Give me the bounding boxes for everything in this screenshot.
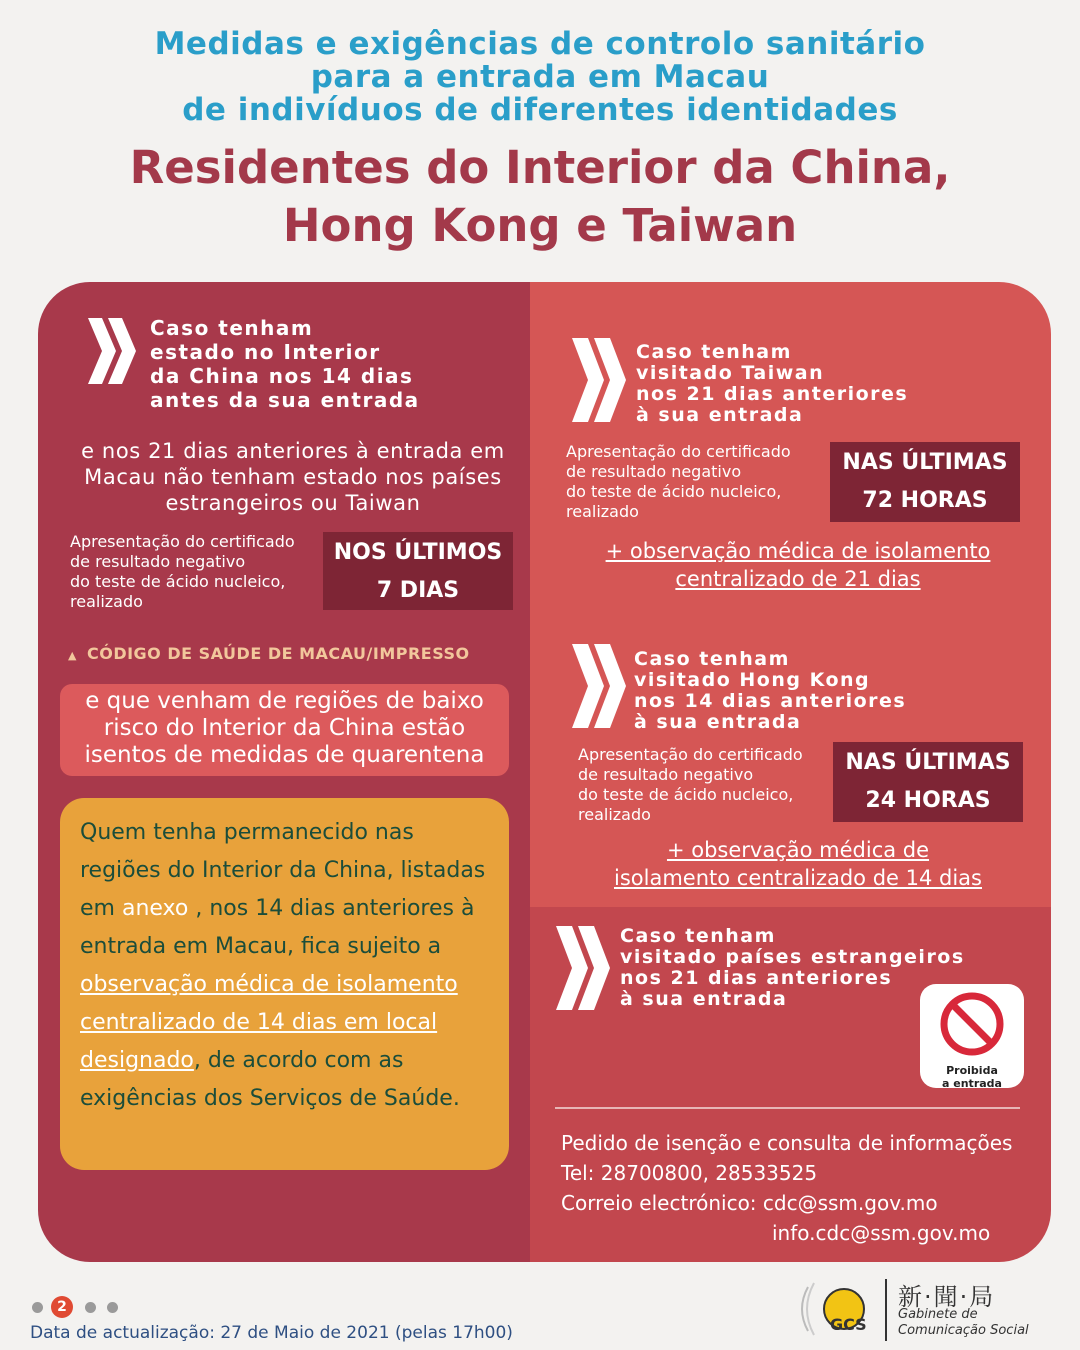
heading-line: visitado Taiwan — [636, 362, 825, 384]
obs-line: isolamento centralizado de 14 dias — [614, 866, 982, 890]
cert-line: do teste de ácido nucleico, — [578, 785, 794, 804]
mainland-heading — [150, 316, 420, 412]
chevron-icon — [570, 644, 628, 728]
exemption-box: e que venham de regiões de baixo risco do Interior da China estão isentos de medidas de quarentena — [60, 684, 509, 776]
label-line: a entrada — [942, 1077, 1002, 1090]
observation-link[interactable]: observação médica de isolamento centralizado de 14 dias em local designado — [80, 972, 458, 1073]
update-date: Data de actualização: 27 de Maio de 2021 (pelas 17h00) — [30, 1323, 513, 1343]
gcs-logo — [790, 1273, 1070, 1345]
logo-mark-text: GCS — [830, 1315, 867, 1334]
contact-title: Pedido de isenção e consulta de informações — [561, 1131, 1013, 1155]
notice-text: , de acordo com as exigências dos Serviços de Saúde. — [80, 1048, 460, 1111]
health-code-text: CÓDIGO DE SAÚDE DE MACAU/IMPRESSO — [86, 644, 470, 663]
contact-email[interactable]: Correio electrónico: cdc@ssm.gov.mo — [561, 1191, 938, 1215]
hongkong-heading — [634, 649, 906, 733]
hongkong-cert-text — [578, 745, 803, 825]
subtitle-line-2: para a entrada em Macau — [310, 59, 770, 95]
logo-line: Gabinete de — [898, 1307, 978, 1322]
triangle-icon: ▲ — [68, 649, 77, 662]
cert-line: de resultado negativo — [566, 462, 742, 481]
taiwan-time-badge — [830, 442, 1020, 522]
mainland-time-badge — [323, 532, 513, 610]
heading-line: Caso tenham — [620, 925, 776, 947]
current-page-dot[interactable]: 2 — [51, 1296, 73, 1318]
divider — [555, 1107, 1020, 1109]
title-line-1: Residentes do Interior da China, — [129, 141, 951, 194]
cert-line: realizado — [578, 805, 651, 824]
heading-line: antes da sua entrada — [150, 388, 420, 412]
heading-line: à sua entrada — [620, 988, 788, 1010]
taiwan-observation — [558, 537, 1038, 593]
contact-phone[interactable]: Tel: 28700800, 28533525 — [561, 1161, 818, 1185]
badge-line: NAS ÚLTIMAS — [842, 450, 1008, 475]
badge-line: 24 HORAS — [865, 788, 991, 813]
heading-line: visitado Hong Kong — [634, 669, 871, 691]
badge-line: NAS ÚLTIMAS — [845, 750, 1011, 775]
page-dot[interactable] — [85, 1302, 96, 1313]
heading-line: visitado países estrangeiros — [620, 946, 965, 968]
cert-line: realizado — [566, 502, 639, 521]
quarantine-notice — [60, 798, 509, 1170]
label-line: Proibida — [946, 1064, 998, 1077]
cert-line: de resultado negativo — [578, 765, 754, 784]
contact-email-2[interactable]: info.cdc@ssm.gov.mo — [772, 1221, 991, 1245]
cert-line: Apresentação do certificado — [578, 745, 803, 764]
chevron-icon — [86, 318, 138, 384]
heading-line: à sua entrada — [634, 711, 802, 733]
heading-line: da China nos 14 dias — [150, 364, 414, 388]
chevron-icon — [570, 338, 628, 422]
cert-line: Apresentação do certificado — [70, 532, 295, 551]
chevron-icon — [554, 926, 612, 1010]
obs-line: centralizado de 21 dias — [675, 567, 921, 591]
gcs-logo-icon — [790, 1273, 890, 1345]
header — [0, 28, 1080, 255]
notice-text: Quem tenha permanecido nas regiões do Interior da China, listadas em — [80, 820, 486, 921]
obs-line: + observação médica de — [666, 838, 930, 862]
hongkong-observation — [558, 836, 1038, 892]
subtitle-line-3: de indivíduos de diferentes identidades — [182, 92, 898, 128]
cert-line: realizado — [70, 592, 143, 611]
prohibited-label — [920, 1064, 1024, 1090]
page-dot[interactable] — [32, 1302, 43, 1313]
heading-line: estado no Interior — [150, 340, 381, 364]
cert-line: Apresentação do certificado — [566, 442, 791, 461]
logo-line: Comunicação Social — [898, 1323, 1029, 1338]
heading-line: Caso tenham — [150, 316, 314, 340]
page-title — [0, 139, 1080, 255]
foreign-heading — [620, 926, 965, 1010]
heading-line: nos 14 dias anteriores — [634, 690, 907, 712]
logo-portuguese — [898, 1307, 1029, 1339]
taiwan-heading — [636, 342, 908, 426]
taiwan-cert-text — [566, 442, 791, 522]
entry-prohibited-badge — [920, 984, 1024, 1088]
badge-line: NOS ÚLTIMOS — [333, 540, 503, 565]
mainland-paragraph: e nos 21 dias anteriores à entrada em Macau não tenham estado nos países estrangeiros ou Taiwan — [81, 439, 505, 515]
logo-chinese: 新·聞·局 — [898, 1283, 996, 1311]
badge-line: 7 DIAS — [376, 578, 460, 603]
cert-line: do teste de ácido nucleico, — [70, 572, 286, 591]
prohibited-icon — [938, 990, 1006, 1058]
annex-link[interactable]: anexo — [121, 896, 189, 921]
obs-line: + observação médica de isolamento — [605, 539, 991, 563]
page-dot[interactable] — [107, 1302, 118, 1313]
heading-line: à sua entrada — [636, 404, 804, 426]
heading-line: Caso tenham — [636, 341, 792, 363]
subtitle-line-1: Medidas e exigências de controlo sanitário — [154, 26, 926, 62]
notice-text: , nos 14 dias anteriores à entrada em Macau, fica sujeito a — [80, 896, 475, 959]
heading-line: nos 21 dias anteriores — [620, 967, 893, 989]
heading-line: nos 21 dias anteriores — [636, 383, 909, 405]
mainland-cert-text — [70, 532, 295, 612]
heading-line: Caso tenham — [634, 648, 790, 670]
info-card — [38, 282, 1051, 1262]
hongkong-time-badge — [833, 742, 1023, 822]
badge-line: 72 HORAS — [862, 488, 988, 513]
health-code-label — [68, 644, 470, 663]
cert-line: do teste de ácido nucleico, — [566, 482, 782, 501]
cert-line: de resultado negativo — [70, 552, 246, 571]
title-line-2: Hong Kong e Taiwan — [282, 199, 798, 252]
